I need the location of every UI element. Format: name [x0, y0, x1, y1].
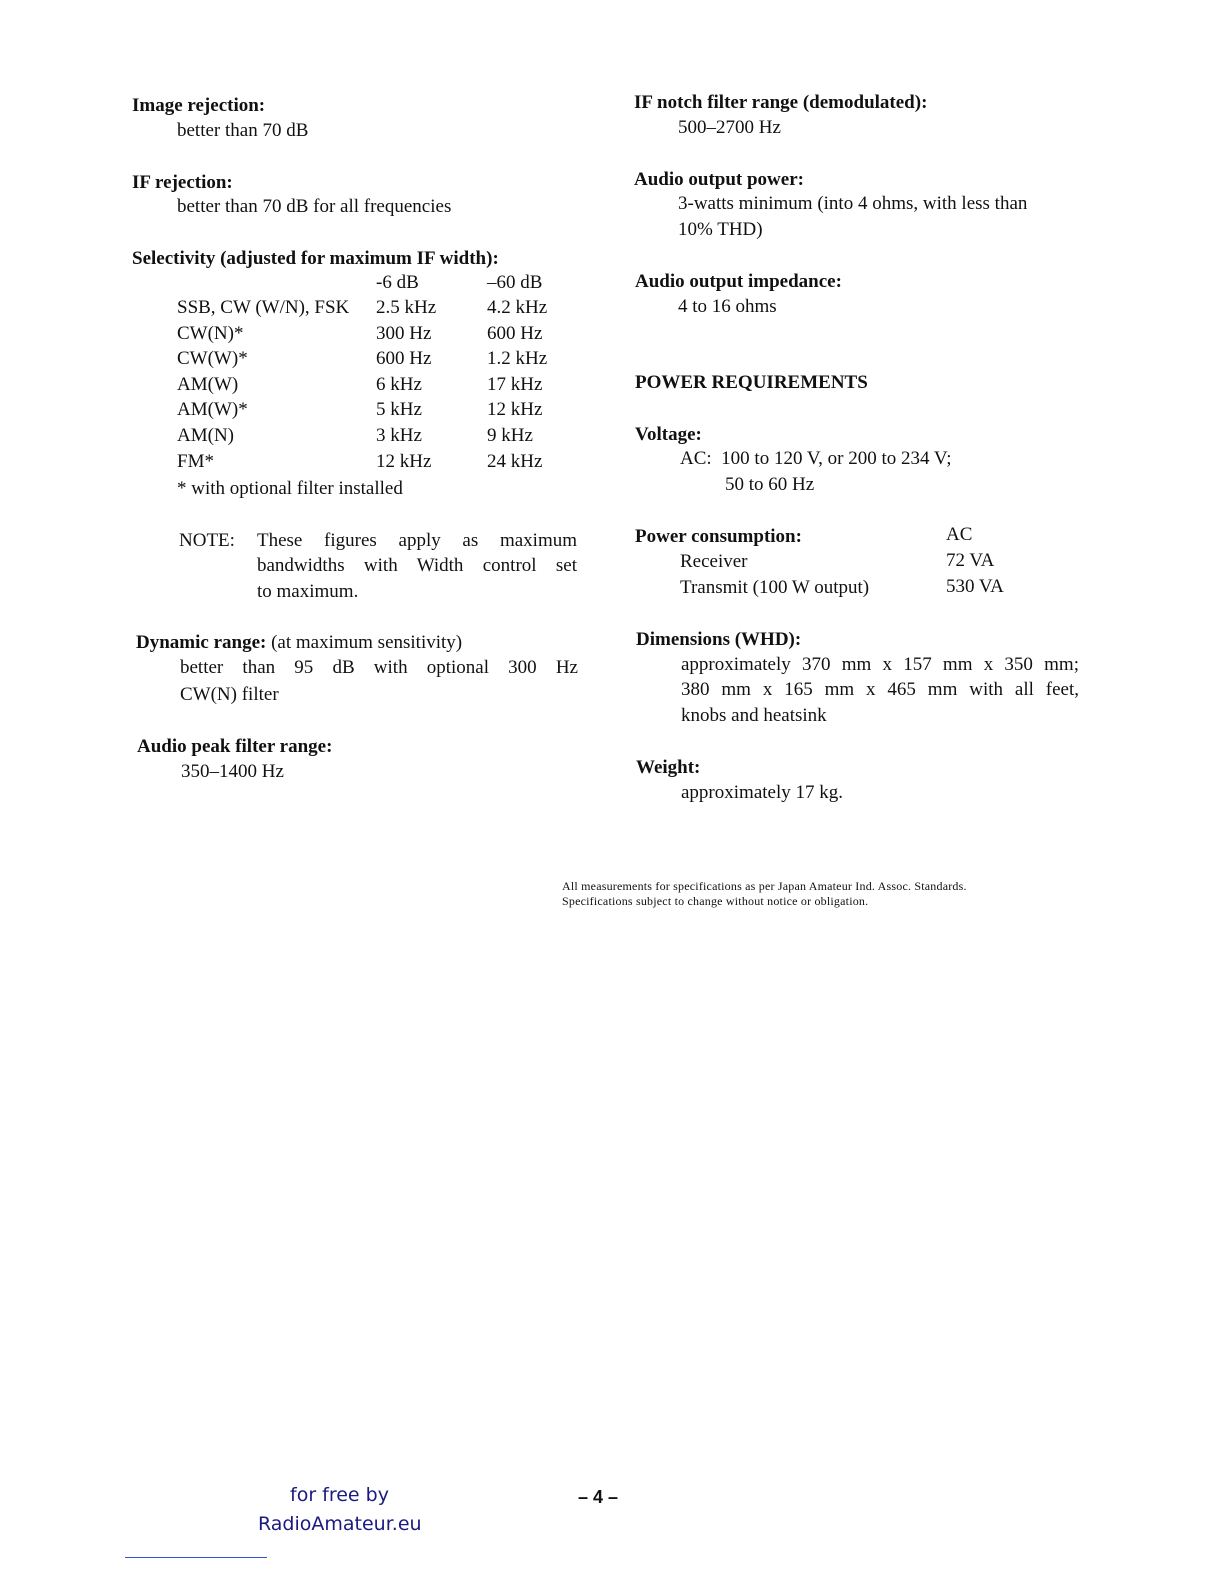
- selectivity-6db: 6 kHz: [376, 374, 422, 395]
- if-rejection-title: IF rejection:: [132, 172, 233, 193]
- weight-value: approximately 17 kg.: [681, 782, 843, 803]
- audio-peak-value: 350–1400 Hz: [181, 761, 284, 782]
- selectivity-mode: CW(N)*: [177, 323, 244, 344]
- image-rejection-value: better than 70 dB: [177, 120, 309, 141]
- dimensions-title: Dimensions (WHD):: [636, 629, 802, 650]
- dimensions-line: 380 mm x 165 mm x 465 mm with all feet,: [681, 679, 1079, 700]
- selectivity-mode: CW(W)*: [177, 348, 248, 369]
- selectivity-header-60db: –60 dB: [487, 272, 543, 293]
- dynamic-range-line: CW(N) filter: [180, 684, 279, 705]
- note-label: NOTE:: [179, 530, 235, 551]
- power-requirements-heading: POWER REQUIREMENTS: [635, 372, 868, 393]
- dynamic-range-qualifier: (at maximum sensitivity): [271, 632, 463, 653]
- selectivity-60db: 17 kHz: [487, 374, 543, 395]
- selectivity-60db: 600 Hz: [487, 323, 543, 344]
- selectivity-mode: FM*: [177, 451, 214, 472]
- power-consumption-col: AC: [946, 524, 973, 545]
- selectivity-6db: 300 Hz: [376, 323, 432, 344]
- selectivity-6db: 5 kHz: [376, 399, 422, 420]
- selectivity-mode: AM(W): [177, 374, 239, 395]
- footnote-line: Specifications subject to change without notice or obligation.: [562, 894, 869, 908]
- selectivity-mode: AM(N): [177, 425, 234, 446]
- if-rejection-value: better than 70 dB for all frequencies: [177, 196, 452, 217]
- audio-power-line: 10% THD): [678, 219, 763, 240]
- selectivity-title: Selectivity (adjusted for maximum IF width):: [132, 248, 499, 269]
- dimensions-line: approximately 370 mm x 157 mm x 350 mm;: [681, 654, 1079, 675]
- selectivity-6db: 600 Hz: [376, 348, 432, 369]
- selectivity-header-6db: -6 dB: [376, 272, 419, 293]
- voltage-title: Voltage:: [635, 424, 702, 445]
- watermark-line: for free by: [290, 1484, 389, 1506]
- if-notch-title: IF notch filter range (demodulated):: [634, 92, 928, 113]
- note-line: to maximum.: [257, 581, 359, 602]
- dynamic-range-heading: [136, 631, 462, 655]
- selectivity-60db: 9 kHz: [487, 425, 533, 446]
- selectivity-6db: 2.5 kHz: [376, 297, 437, 318]
- dynamic-range-title: Dynamic range:: [136, 632, 267, 653]
- footnote-line: All measurements for specifications as per Japan Amateur Ind. Assoc. Standards.: [562, 879, 967, 893]
- audio-impedance-value: 4 to 16 ohms: [678, 296, 777, 317]
- consumption-label: Transmit (100 W output): [680, 577, 870, 598]
- consumption-label: Receiver: [680, 551, 748, 572]
- link-underline: [125, 1557, 267, 1558]
- selectivity-6db: 3 kHz: [376, 425, 422, 446]
- selectivity-footnote: * with optional filter installed: [177, 478, 403, 499]
- audio-power-title: Audio output power:: [634, 169, 804, 190]
- consumption-value: 72 VA: [946, 550, 995, 571]
- selectivity-60db: 24 kHz: [487, 451, 543, 472]
- page-number: – 4 –: [578, 1487, 619, 1507]
- selectivity-60db: 12 kHz: [487, 399, 543, 420]
- power-consumption-title: Power consumption:: [635, 526, 802, 547]
- if-notch-value: 500–2700 Hz: [678, 117, 781, 138]
- audio-impedance-title: Audio output impedance:: [635, 271, 842, 292]
- image-rejection-title: Image rejection:: [132, 95, 266, 116]
- consumption-value: 530 VA: [946, 576, 1004, 597]
- selectivity-6db: 12 kHz: [376, 451, 432, 472]
- dynamic-range-line: better than 95 dB with optional 300 Hz: [180, 657, 578, 678]
- selectivity-60db: 4.2 kHz: [487, 297, 548, 318]
- selectivity-mode: AM(W)*: [177, 399, 248, 420]
- note-line: bandwidths with Width control set: [257, 555, 577, 576]
- voltage-line: 50 to 60 Hz: [725, 474, 815, 495]
- selectivity-60db: 1.2 kHz: [487, 348, 548, 369]
- dimensions-line: knobs and heatsink: [681, 705, 827, 726]
- voltage-line: AC: 100 to 120 V, or 200 to 234 V;: [680, 448, 952, 469]
- watermark-link[interactable]: RadioAmateur.eu: [258, 1513, 422, 1535]
- note-line: These figures apply as maximum: [257, 530, 577, 551]
- audio-peak-title: Audio peak filter range:: [137, 736, 333, 757]
- audio-power-line: 3-watts minimum (into 4 ohms, with less than: [678, 193, 1028, 214]
- selectivity-mode: SSB, CW (W/N), FSK: [177, 297, 350, 318]
- weight-title: Weight:: [636, 757, 701, 778]
